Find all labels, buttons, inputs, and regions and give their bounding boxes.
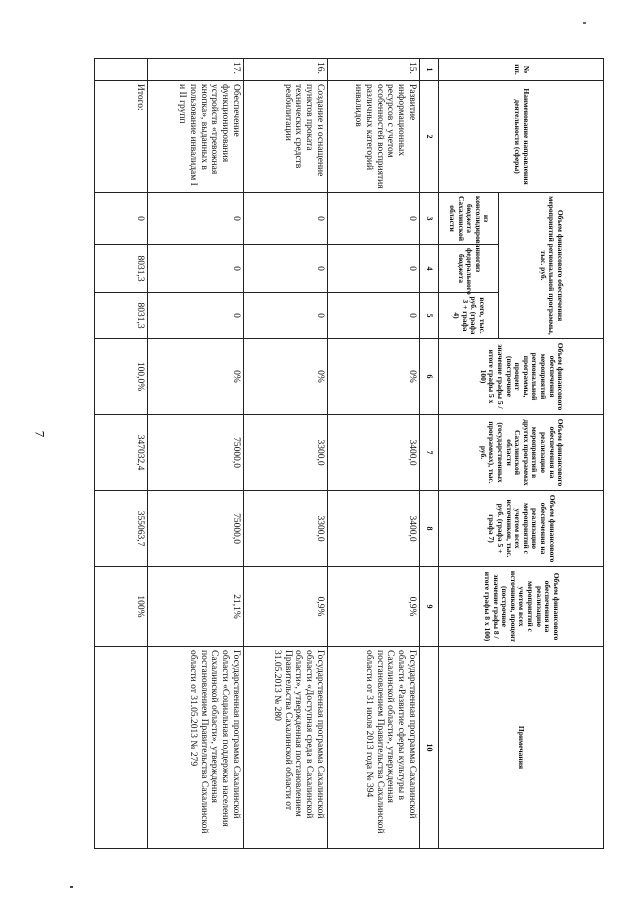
column-number: 6 <box>420 339 439 415</box>
total-all-sources: 355063,7 <box>95 491 148 567</box>
total-other-programs: 347032,4 <box>95 415 148 491</box>
row-no: 15. <box>328 59 420 81</box>
header-funding-group: Объем финансового обеспечения мероприятий региональной программы, тыс. руб. <box>499 193 604 339</box>
total-total: 8031,3 <box>95 293 148 339</box>
total-federal: 8031,3 <box>95 245 148 293</box>
table-row <box>148 59 244 849</box>
rotated-table-container <box>94 58 604 848</box>
row-all-sources: 75000,0 <box>148 491 244 567</box>
header-share-program: Объем финансового обеспечения мероприятий региональной программы, процент (построчное значение графы 5 / итоге графы 5 х 100) <box>439 339 604 415</box>
row-total: 0 <box>244 293 328 339</box>
row-share-all: 0,9% <box>328 567 420 647</box>
column-number: 3 <box>420 193 439 245</box>
column-number: 9 <box>420 567 439 647</box>
row-share-all: 21,1% <box>148 567 244 647</box>
header-all-sources: Объем финансового обеспечения на реализацию мероприятий с учетом всех источников, тыс. руб. (графа 5 + графа 7) <box>439 491 604 567</box>
row-other-programs: 3300,0 <box>244 415 328 491</box>
row-other-programs: 3400,0 <box>328 415 420 491</box>
scan-mark <box>583 22 586 24</box>
total-consolidated: 0 <box>95 193 148 245</box>
total-share-program: 100,0% <box>95 339 148 415</box>
total-row <box>95 59 148 849</box>
header-other-programs: Объем финансового обеспечения на реализацию мероприятий в других программах Сахалинской области (государственных программах), тыс. руб. <box>439 415 604 491</box>
header-consolidated: из консолидированного бюджета Сахалинской области <box>439 193 499 245</box>
column-number: 5 <box>420 293 439 339</box>
table-row <box>244 59 328 849</box>
row-federal: 0 <box>328 245 420 293</box>
total-share-all: 100% <box>95 567 148 647</box>
row-total: 0 <box>148 293 244 339</box>
row-all-sources: 3300,0 <box>244 491 328 567</box>
row-no: 17. <box>148 59 244 81</box>
header-no: № пп. <box>439 59 604 81</box>
row-share-program: 0% <box>328 339 420 415</box>
column-number: 8 <box>420 491 439 567</box>
row-direction: Развитие информационных ресурсов с учетом особенностей восприятия различных категорий инвалидов <box>328 81 420 193</box>
row-notes: Государственная программа Сахалинской области «Доступная среда в Сахалинской области», утвержденная постановлением Правительства Сахалинской области от 31.05.2013 № 280 <box>244 647 328 849</box>
row-direction: Создание и оснащение пунктов проката технических средств реабилитации <box>244 81 328 193</box>
column-number: 2 <box>420 81 439 193</box>
column-number: 7 <box>420 415 439 491</box>
column-number-row <box>420 59 439 849</box>
header-row-1 <box>499 59 604 849</box>
total-label: Итого: <box>95 81 148 193</box>
row-total: 0 <box>328 293 420 339</box>
row-notes: Государственная программа Сахалинской области «Социальная поддержка населения Сахалинской области», утвержденная постановлением Правительства Сахалинской области от 31.05.2013 № 279 <box>148 647 244 849</box>
row-share-program: 0% <box>148 339 244 415</box>
row-federal: 0 <box>148 245 244 293</box>
header-total: всего, тыс. руб. (графа 3 + графа 4) <box>439 293 499 339</box>
column-number: 1 <box>420 59 439 81</box>
column-number: 4 <box>420 245 439 293</box>
row-consolidated: 0 <box>328 193 420 245</box>
row-consolidated: 0 <box>244 193 328 245</box>
row-share-all: 0,9% <box>244 567 328 647</box>
funding-table <box>94 58 604 849</box>
row-share-program: 0% <box>244 339 328 415</box>
table-row <box>328 59 420 849</box>
total-notes <box>95 647 148 849</box>
row-consolidated: 0 <box>148 193 244 245</box>
row-direction: Обеспечение функционирования устройств «тревожная кнопка», выданных в пользование инвалидам I и II групп <box>148 81 244 193</box>
row-notes: Государственная программа Сахалинской области «Развитие сферы культуры в Сахалинской области», утвержденная постановлением Правительства Сахалинской области от 31 июля 2013 года № 394 <box>328 647 420 849</box>
page-number: 7 <box>32 430 48 438</box>
column-number: 10 <box>420 647 439 849</box>
row-other-programs: 75000,0 <box>148 415 244 491</box>
row-no: 16. <box>244 59 328 81</box>
header-share-all: Объем финансового обеспечения на реализацию мероприятий с учетом всех источников, процент (построчное значение графы 8 / итоге графы 8 х 100) <box>439 567 604 647</box>
header-direction: Наименование направления деятельности (сферы) <box>439 81 604 193</box>
header-federal: из федерального бюджета <box>439 245 499 293</box>
row-all-sources: 3400,0 <box>328 491 420 567</box>
header-notes: Примечания <box>439 647 604 849</box>
scan-mark <box>70 886 73 888</box>
row-federal: 0 <box>244 245 328 293</box>
